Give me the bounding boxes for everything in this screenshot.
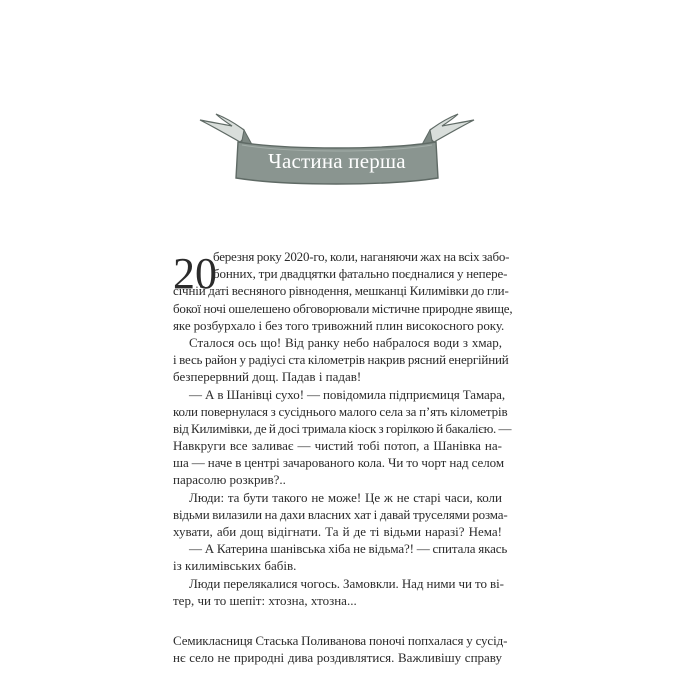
chapter-title: Частина перша [268,149,406,173]
text-line: — А в Шанівці сухо! — повідомила підприємиця Тамара, [189,386,506,402]
paragraph-1 [173,248,513,334]
paragraph-2 [173,334,509,386]
text-line: — А Катерина шанівська хіба не відьма?! — спитала якась [189,541,508,557]
section-break [173,609,502,632]
text-line: коли повернулася з сусіднього малого села за п’ять кілометрів [173,403,508,419]
text-line: із килимівських бабів. [173,558,297,574]
text-line: від Килимівки, де й досі тримала кіоск з горілкою й бакалією. — [173,420,512,436]
paragraph-7 [173,632,508,666]
text-line: парасолю розкрив?.. [173,472,286,488]
body-text [173,248,513,666]
paragraph-3 [173,386,512,489]
text-line: бонних, три двадцятки фатально поєдналися у непере- [213,266,508,282]
chapter-banner [196,112,478,188]
text-line: відьми вилазили на дахи власних хат і давай труселями розма- [173,506,508,522]
text-line: бокої ночі ошелешено обговорювали містичне природне явище, [173,300,513,316]
text-line: і весь район у радіусі ста кілометрів накрив рясний енергійний [173,352,509,368]
text-line: Семикласниця Стаська Поливанова поночі попхалася у сусід- [173,632,508,648]
text-line: Сталося ось що! Від ранку небо набралося води з хмар, [189,334,502,350]
text-line: Люди перелякалися чогось. Замовкли. Над ними чи то ві- [189,575,504,591]
paragraph-5 [173,540,508,574]
paragraph-4 [173,489,508,541]
text-line: січній даті весняного рівнодення, мешканці Килимівки до гли- [173,283,509,299]
text-line: Люди: та бути такого не може! Це ж не старі часи, коли [189,489,502,505]
text-line: тер, чи то шепіт: хтозна, хтозна... [173,592,357,608]
text-line: березня року 2020-го, коли, наганяючи жах на всіх забо- [213,249,510,264]
text-line: безперервний дощ. Падав і падав! [173,369,362,385]
drop-cap: 20 [173,249,217,298]
text-line: яке розбурхало і без того тривожний плин високосного року. [173,317,505,333]
paragraph-6 [173,575,502,609]
text-line: ша — наче в центрі зачарованого кола. Чи то чорт над селом [173,455,505,471]
text-line: нє село не природні дива роздивлятися. Важливішу справу [173,650,502,666]
text-line: хувати, аби дощ відігнати. Та й де ті відьми наразі? Нема! [173,524,502,539]
text-line: Навкруги все заливає — чистий тобі потоп, а Шанівка на- [173,438,502,454]
